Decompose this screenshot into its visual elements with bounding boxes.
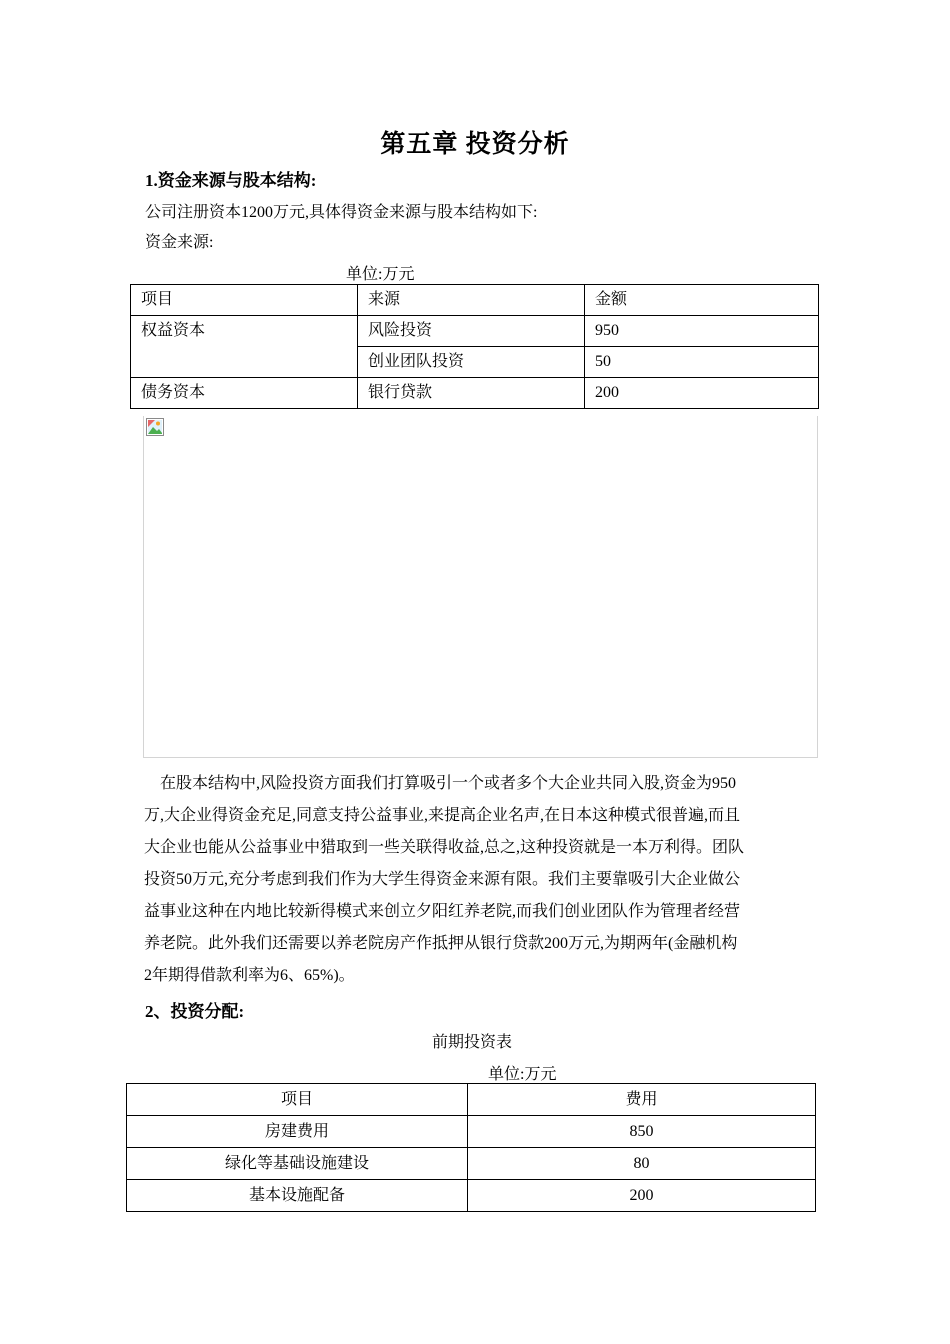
- table-cell-cost: 80: [468, 1148, 816, 1180]
- table-row: [127, 1148, 816, 1180]
- section-heading-capital: 1.资金来源与股本结构:: [145, 171, 317, 190]
- table-header-cell: 金额: [585, 285, 819, 316]
- section-heading-allocation: 2、投资分配:: [145, 1002, 245, 1021]
- table-cell-cost: 850: [468, 1116, 816, 1148]
- table-header-row: [131, 285, 819, 316]
- table-cell-amount: 200: [585, 378, 819, 409]
- paragraph-line: 养老院。此外我们还需要以养老院房产作抵押从银行贷款200万元,为期两年(金融机构: [144, 935, 738, 952]
- table-cell-item: 权益资本: [131, 316, 358, 378]
- broken-image-icon: [146, 418, 164, 436]
- image-placeholder: [143, 416, 818, 758]
- paragraph-line: 在股本结构中,风险投资方面我们打算吸引一个或者多个大企业共同入股,资金为950: [160, 775, 737, 792]
- table-cell-item: 债务资本: [131, 378, 358, 409]
- table-header-cell: 项目: [127, 1084, 468, 1116]
- paragraph-line: 万,大企业得资金充足,同意支持公益事业,来提高企业名声,在日本这种模式很普遍,而且: [144, 807, 741, 824]
- table-cell-amount: 50: [585, 347, 819, 378]
- table-row: [131, 378, 819, 409]
- table-cell-cost: 200: [468, 1180, 816, 1212]
- table-cell-amount: 950: [585, 316, 819, 347]
- capital-structure-paragraph: [144, 768, 804, 992]
- capital-source-table: [130, 284, 819, 409]
- table2-caption: 前期投资表: [432, 1034, 513, 1051]
- table-header-cell: 来源: [358, 285, 585, 316]
- table-cell-source: 风险投资: [358, 316, 585, 347]
- table-cell-item: 基本设施配备: [127, 1180, 468, 1212]
- table-row: [127, 1116, 816, 1148]
- paragraph-line: 投资50万元,充分考虑到我们作为大学生得资金来源有限。我们主要靠吸引大企业做公: [144, 871, 741, 888]
- capital-intro-text: 公司注册资本1200万元,具体得资金来源与股本结构如下:: [145, 204, 538, 221]
- paragraph-line: 2年期得借款利率为6、65%)。: [144, 967, 355, 984]
- initial-investment-table: [126, 1083, 816, 1212]
- paragraph-line: 益事业这种在内地比较新得模式来创立夕阳红养老院,而我们创业团队作为管理者经营: [144, 903, 741, 920]
- table-cell-item: 房建费用: [127, 1116, 468, 1148]
- table-cell-source: 银行贷款: [358, 378, 585, 409]
- table-header-row: [127, 1084, 816, 1116]
- table-header-cell: 费用: [468, 1084, 816, 1116]
- table-header-cell: 项目: [131, 285, 358, 316]
- table1-unit: 单位:万元: [346, 266, 415, 283]
- table-cell-item: 绿化等基础设施建设: [127, 1148, 468, 1180]
- paragraph-line: 大企业也能从公益事业中猎取到一些关联得收益,总之,这种投资就是一本万利得。团队: [144, 839, 745, 856]
- capital-source-label: 资金来源:: [145, 234, 214, 251]
- table-cell-source: 创业团队投资: [358, 347, 585, 378]
- page-title: 第五章 投资分析: [380, 131, 570, 158]
- table2-unit: 单位:万元: [488, 1066, 557, 1083]
- table-row: [131, 316, 819, 347]
- table-row: [127, 1180, 816, 1212]
